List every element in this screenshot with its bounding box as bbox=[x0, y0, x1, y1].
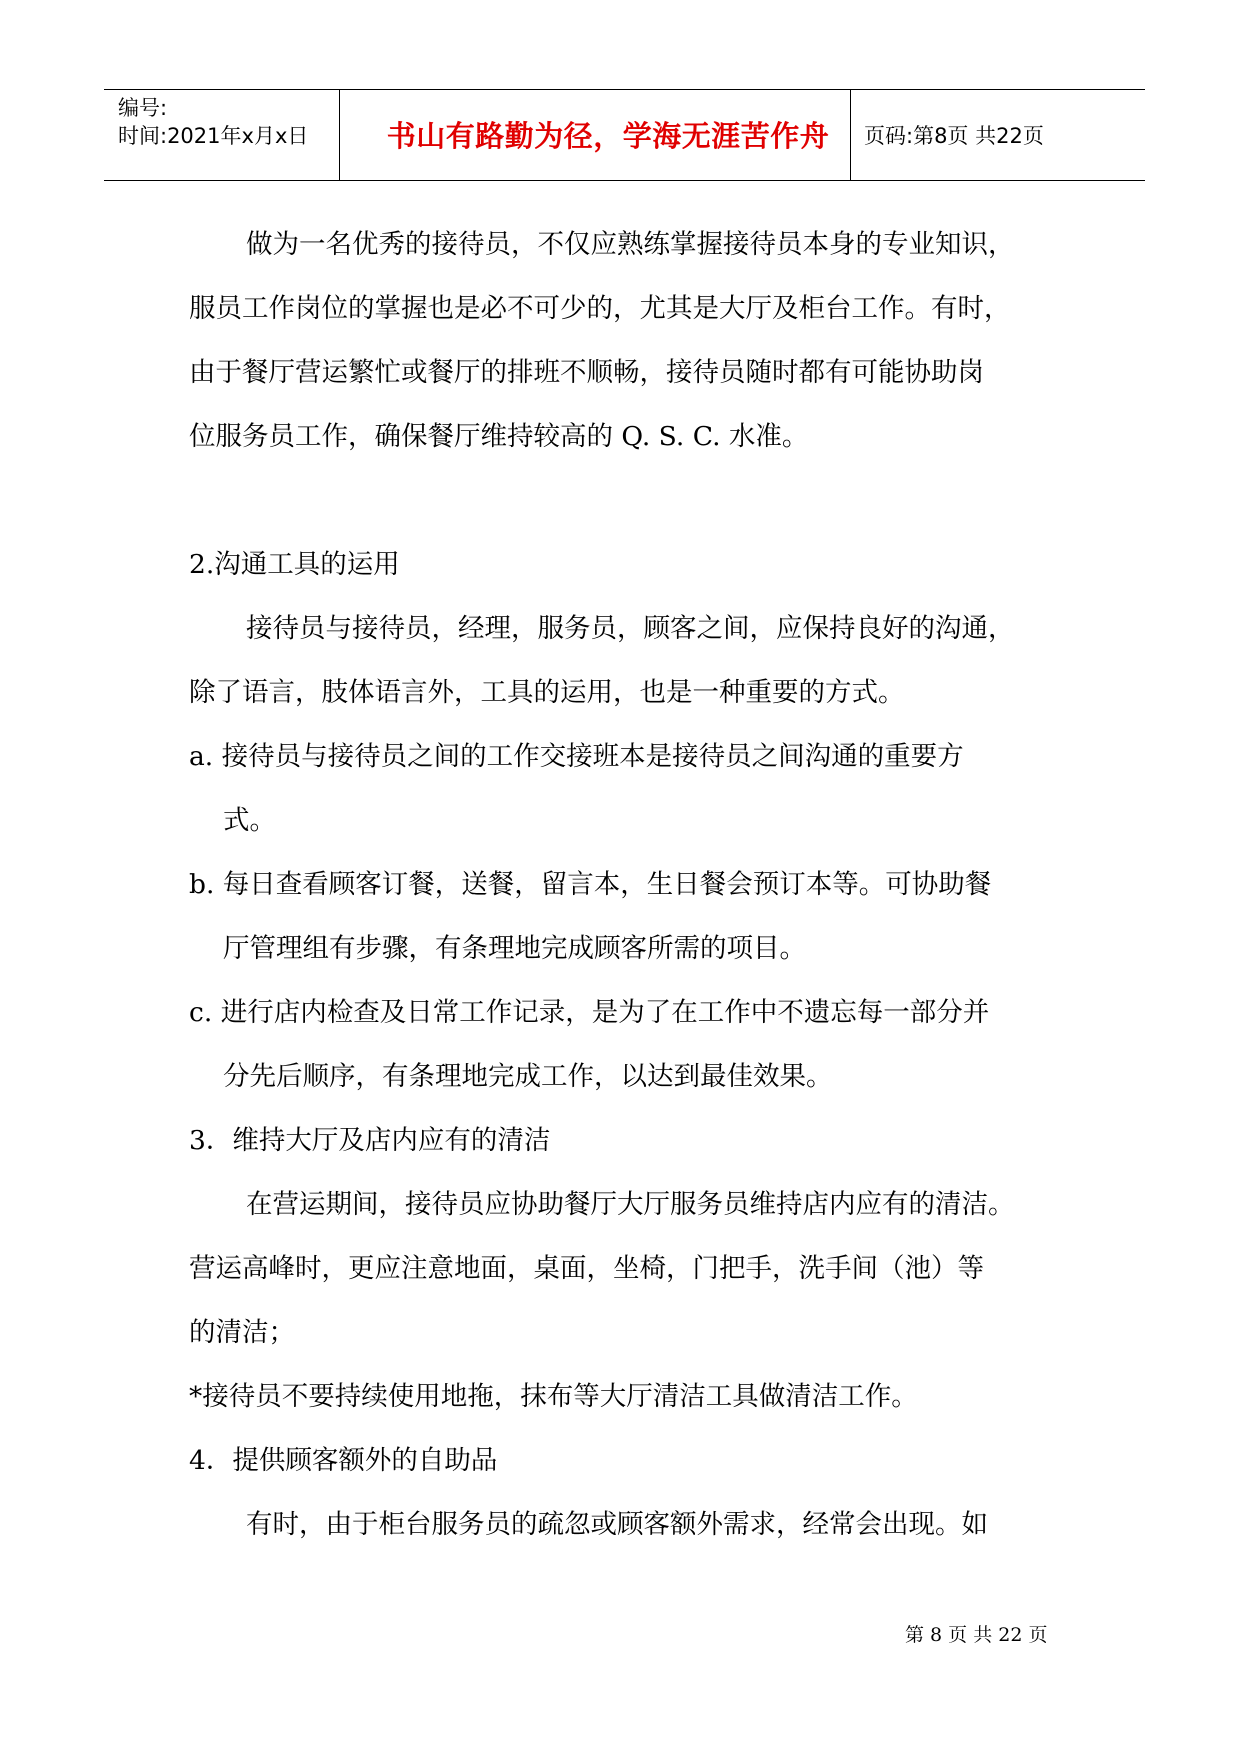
body-line: 厅管理组有步骤，有条理地完成顾客所需的项目。 bbox=[223, 933, 806, 964]
body-line: c. 进行店内检查及日常工作记录，是为了在工作中不遗忘每一部分并 bbox=[189, 997, 990, 1028]
body-line: 位服务员工作，确保餐厅维持较高的 Q. S. C. 水准。 bbox=[189, 421, 809, 452]
body-line: 有时，由于柜台服务员的疏忽或顾客额外需求，经常会出现。如 bbox=[246, 1509, 988, 1540]
body-line: 由于餐厅营运繁忙或餐厅的排班不顺畅，接待员随时都有可能协助岗 bbox=[189, 357, 984, 388]
header-page-info: 页码:第8页 共22页 bbox=[864, 123, 1044, 148]
document-body bbox=[189, 213, 1089, 1557]
body-line: *接待员不要持续使用地拖，抹布等大厅清洁工具做清洁工作。 bbox=[189, 1381, 918, 1412]
body-line: 2.沟通工具的运用 bbox=[189, 549, 400, 580]
body-line: 分先后顺序，有条理地完成工作，以达到最佳效果。 bbox=[223, 1061, 833, 1092]
header-motto: 书山有路勤为径，学海无涯苦作舟 bbox=[386, 119, 830, 153]
body-line: 除了语言，肢体语言外，工具的运用，也是一种重要的方式。 bbox=[189, 677, 905, 708]
body-line: 营运高峰时，更应注意地面，桌面，坐椅，门把手，洗手间（池）等 bbox=[189, 1253, 984, 1284]
body-line: 做为一名优秀的接待员，不仅应熟练掌握接待员本身的专业知识， bbox=[246, 229, 1015, 260]
body-line: 4．提供顾客额外的自助品 bbox=[189, 1445, 498, 1476]
page-header bbox=[104, 89, 1145, 181]
body-line: 在营运期间，接待员应协助餐厅大厅服务员维持店内应有的清洁。 bbox=[246, 1189, 1015, 1220]
body-line: 的清洁； bbox=[189, 1317, 295, 1348]
document-time-label: 时间:2021年x月x日 bbox=[118, 124, 309, 148]
body-line: a. 接待员与接待员之间的工作交接班本是接待员之间沟通的重要方 bbox=[189, 741, 964, 772]
document-number-label: 编号: bbox=[118, 96, 168, 120]
body-line: 服员工作岗位的掌握也是必不可少的，尤其是大厅及柜台工作。有时， bbox=[189, 293, 1011, 324]
blank-line bbox=[189, 469, 1089, 533]
body-line: 式。 bbox=[223, 805, 276, 836]
body-line: b. 每日查看顾客订餐，送餐，留言本，生日餐会预订本等。可协助餐 bbox=[189, 869, 992, 900]
page-footer: 第 8 页 共 22 页 bbox=[905, 1624, 1048, 1646]
header-divider-left bbox=[339, 90, 340, 180]
header-meta bbox=[118, 94, 358, 150]
header-divider-right bbox=[850, 90, 851, 180]
body-line: 3．维持大厅及店内应有的清洁 bbox=[189, 1125, 551, 1156]
body-line: 接待员与接待员，经理，服务员，顾客之间，应保持良好的沟通， bbox=[246, 613, 1015, 644]
